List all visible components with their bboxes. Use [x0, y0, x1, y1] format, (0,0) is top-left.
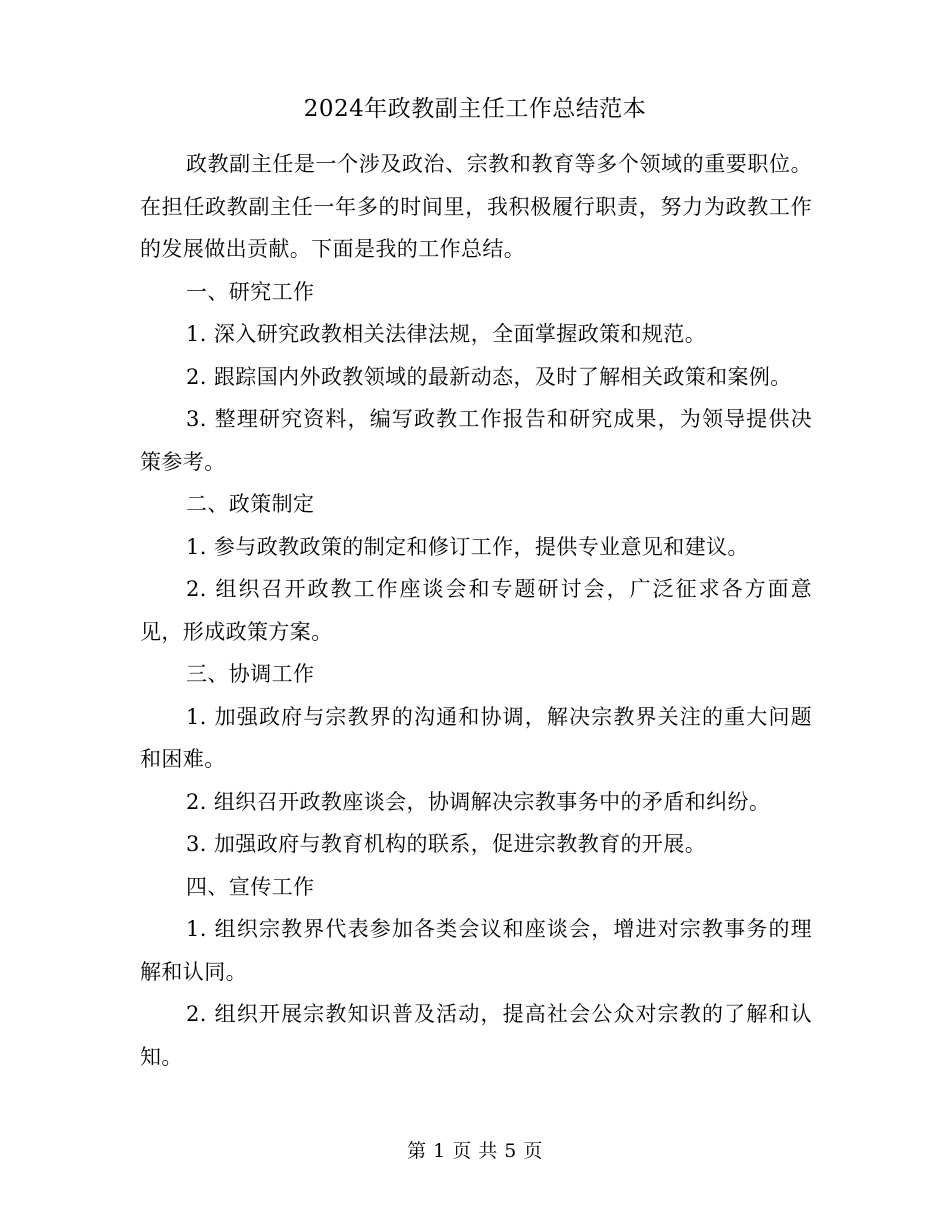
- document-body: [140, 143, 812, 1078]
- list-item: 2. 组织召开政教工作座谈会和专题研讨会，广泛征求各方面意见，形成政策方案。: [140, 577, 812, 644]
- section-heading-research: 一、研究工作: [186, 279, 315, 304]
- list-item: 3. 加强政府与教育机构的联系，促进宗教教育的开展。: [186, 832, 707, 856]
- list-item: 1. 组织宗教界代表参加各类会议和座谈会，增进对宗教事务的理解和认同。: [140, 917, 812, 984]
- list-item: 2. 组织开展宗教知识普及活动，提高社会公众对宗教的了解和认知。: [140, 1002, 812, 1069]
- list-item: 2. 组织召开政教座谈会，协调解决宗教事务中的矛盾和纠纷。: [186, 789, 771, 814]
- list-item: 1. 参与政教政策的制定和修订工作，提供专业意见和建议。: [186, 534, 749, 559]
- section-heading-publicity: 四、宣传工作: [186, 874, 315, 899]
- document-title: 2024年政教副主任工作总结范本: [303, 96, 647, 122]
- section-heading-policy: 二、政策制定: [186, 492, 315, 516]
- list-item: 1. 深入研究政教相关法律法规，全面掌握政策和规范。: [186, 322, 707, 346]
- list-item: 2. 跟踪国内外政教领域的最新动态，及时了解相关政策和案例。: [186, 364, 792, 389]
- list-item: 3. 整理研究资料，编写政教工作报告和研究成果，为领导提供决策参考。: [140, 407, 812, 474]
- list-item: 1. 加强政府与宗教界的沟通和协调，解决宗教界关注的重大问题和困难。: [140, 704, 812, 771]
- page-footer: 第 1 页 共 5 页: [407, 1140, 543, 1162]
- intro-paragraph: 政教副主任是一个涉及政治、宗教和教育等多个领域的重要职位。在担任政教副主任一年多的时间里，我积极履行职责，努力为政教工作的发展做出贡献。下面是我的工作总结。: [140, 152, 812, 261]
- section-heading-coordination: 三、协调工作: [186, 662, 315, 686]
